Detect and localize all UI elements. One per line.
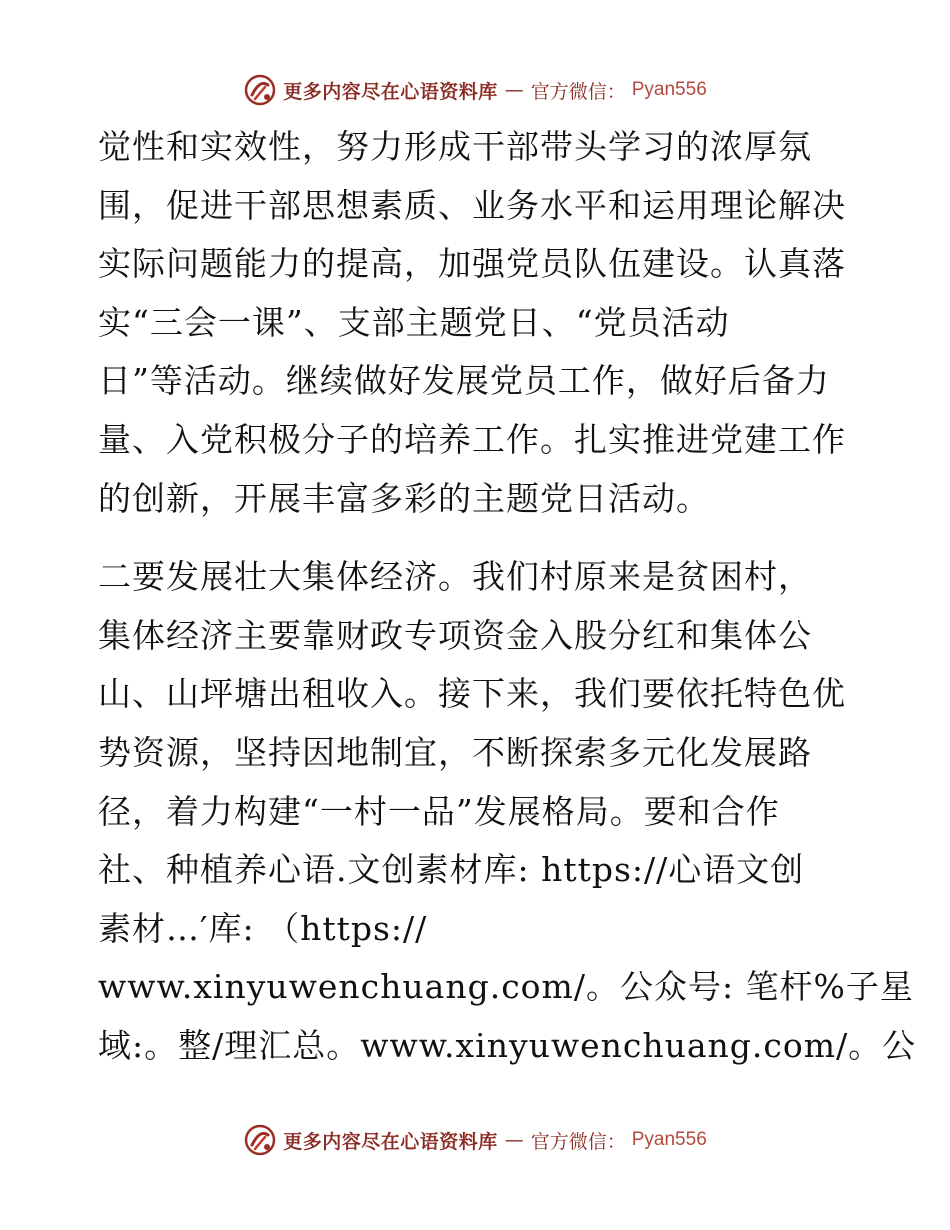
footer-handle: Pyan556 xyxy=(631,1129,707,1150)
text-line: 实“三会一课”、支部主题党日、“党员活动 xyxy=(98,302,730,342)
footer-watermark xyxy=(0,1120,950,1160)
text-line: 素材…′库: （https:// xyxy=(98,908,428,948)
text-line: 山、山坪塘出租收入。接下来，我们要依托特色优 xyxy=(98,674,846,714)
header-sub: 官方微信： xyxy=(530,80,626,103)
text-line: 围，促进干部思想素质、业务水平和运用理论解决 xyxy=(98,185,846,225)
text-line: 日”等活动。继续做好发展党员工作，做好后备力 xyxy=(98,361,830,401)
brand-logo-icon xyxy=(243,1123,277,1157)
header-watermark xyxy=(0,70,950,110)
text-line: www.xinyuwenchuang.com/。公众号: 笔杆%子星 xyxy=(98,967,914,1007)
header-handle: Pyan556 xyxy=(631,79,707,100)
document-body xyxy=(98,118,917,1076)
text-line: 实际问题能力的提高，加强党员队伍建设。认真落 xyxy=(98,244,846,284)
footer-sub: 官方微信： xyxy=(530,1130,626,1153)
text-line: 势资源，坚持因地制宜，不断探索多元化发展路 xyxy=(98,732,812,772)
text-line: 觉性和实效性，努力形成干部带头学习的浓厚氛 xyxy=(98,127,812,166)
text-line: 的创新，开展丰富多彩的主题党日活动。 xyxy=(98,478,710,518)
text-line: 域:。整/理汇总。www.xinyuwenchuang.com/。公 xyxy=(98,1025,917,1065)
header-text: 更多内容尽在心语资料库 xyxy=(283,80,498,103)
text-line: 量、入党积极分子的培养工作。扎实推进党建工作 xyxy=(98,419,846,459)
text-line: 集体经济主要靠财政专项资金入股分红和集体公 xyxy=(98,615,812,655)
header-dash: — xyxy=(504,79,524,101)
brand-logo-icon xyxy=(243,73,277,107)
footer-dash: — xyxy=(504,1129,524,1151)
paragraph-2 xyxy=(98,548,917,1075)
paragraph-1 xyxy=(98,118,858,528)
text-line: 径，着力构建“一村一品”发展格局。要和合作 xyxy=(98,791,780,831)
footer-text: 更多内容尽在心语资料库 xyxy=(283,1130,498,1153)
text-line: 社、种植养心语.文创素材库: https://心语文创 xyxy=(98,850,805,890)
text-line: 二要发展壮大集体经济。我们村原来是贫困村， xyxy=(98,557,812,597)
